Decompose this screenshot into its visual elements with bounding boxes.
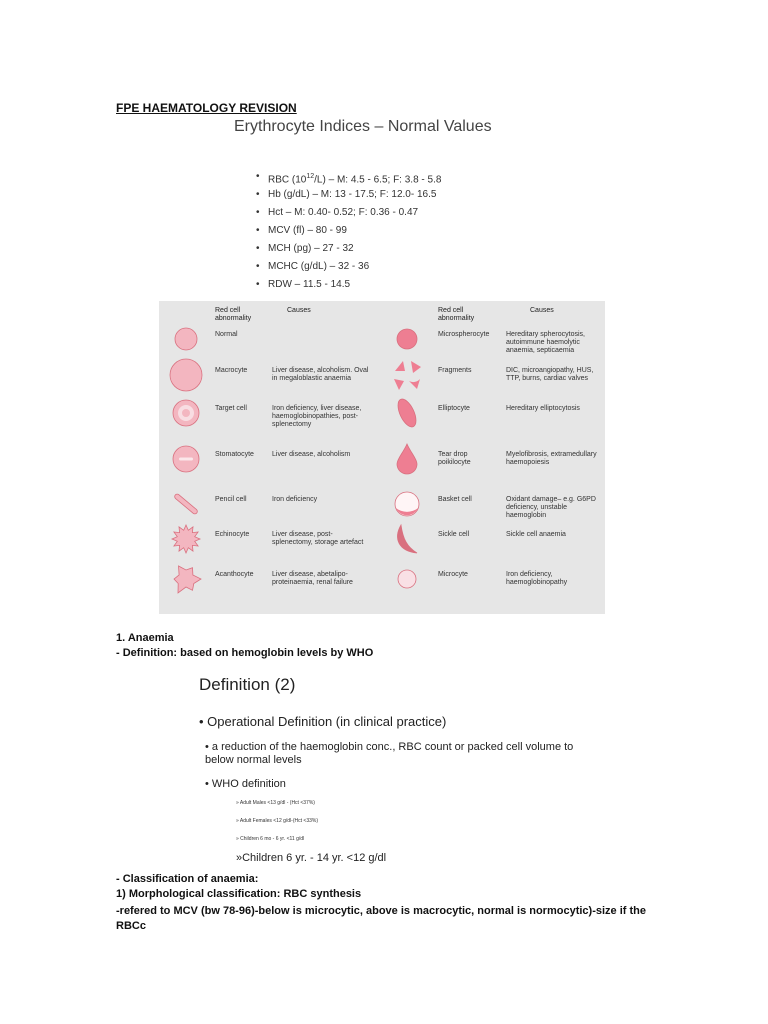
indices-list [256,168,441,294]
who-children-older: »Children 6 yr. - 14 yr. <12 g/dl [236,852,387,864]
definition-slide-title: Definition (2) [199,675,296,694]
index-item [256,222,441,240]
abnormality-causes: Hereditary spherocytosis, autoimmune haemolytic anaemia, septicaemia [506,331,585,354]
operational-definition-detail: • a reduction of the haemoglobin conc., RBC count or packed cell volume to below normal levels [205,741,574,766]
index-item-text-suffix: /L) – M: 4.5 - 6.5; F: 3.8 - 5.8 [314,174,442,186]
abnormality-name: Microcyte [438,571,468,578]
index-item-text: Hct – M: 0.40- 0.52; F: 0.36 - 0.47 [268,207,419,218]
index-item-text: RBC (10 [268,174,307,186]
who-adult-males: » Adult Males <13 g/dl - (Hct <37%) [236,800,315,806]
left-header-abnormality: Red cell abnormality [215,307,252,322]
index-item-superscript: 12 [306,173,315,180]
index-item [256,240,441,258]
abnormality-causes: Liver disease, post-splenectomy, storage artefact [272,531,364,546]
abnormality-causes: DIC, microangiopathy, HUS, TTP, burns, cardiac valves [506,367,594,382]
elliptocyte-cell-icon [387,393,427,433]
sickle-cell-icon [387,519,427,559]
abnormality-causes: Iron deficiency, haemoglobinopathy [506,571,568,586]
abnormality-causes: Iron deficiency, liver disease, haemoglobinopathies, post-splenectomy [272,405,362,428]
operational-definition-bullet: • Operational Definition (in clinical practice) [199,714,447,729]
fragments-cell-icon [387,355,427,395]
classification-heading: - Classification of anaemia: [116,873,259,885]
abnormality-causes: Liver disease, alcoholism. Oval in megaloblastic anaemia [272,367,369,382]
index-item [256,168,441,186]
index-item [256,258,441,276]
anaemia-heading: 1. Anaemia [116,632,174,644]
acanthocyte-cell-icon [166,559,206,599]
teardrop-cell-icon [387,439,427,479]
echinocyte-cell-icon [166,519,206,559]
basket-cell-icon [387,484,427,524]
index-item [256,204,441,222]
normal-cell-icon [166,319,206,359]
who-adult-females: » Adult Females <12 g/dl-(Hct <33%) [236,818,318,824]
abnormality-name: Acanthocyte [215,571,254,578]
abnormality-name: Elliptocyte [438,405,470,412]
target-cell-icon [166,393,206,433]
left-header-causes: Causes [287,307,311,314]
operational-definition-text: Operational Definition (in clinical practice) [207,714,447,729]
morphological-heading: 1) Morphological classification: RBC synthesis [116,888,362,900]
abnormality-name: Echinocyte [215,531,250,538]
indices-slide-title: Erythrocyte Indices – Normal Values [234,118,492,135]
index-item [256,276,441,294]
index-item-text: Hb (g/dL) – M: 13 - 17.5; F: 12.0- 16.5 [268,189,437,200]
abnormality-name: Sickle cell [438,531,470,538]
abnormality-causes: Liver disease, alcoholism [272,451,351,458]
abnormality-name: Basket cell [438,496,472,503]
who-definition-bullet: • WHO definition [205,778,286,790]
abnormality-causes: Sickle cell anaemia [506,531,566,538]
abnormality-causes: Oxidant damage– e.g. G6PD deficiency, unstable haemoglobin [506,496,596,519]
abnormality-name: Normal [215,331,238,338]
who-definition-text: WHO definition [211,778,286,790]
abnormality-name: Stomatocyte [215,451,254,458]
document-title: FPE HAEMATOLOGY REVISION [116,101,297,115]
abnormality-name: Macrocyte [215,367,248,374]
abnormality-name: Microspherocyte [438,331,490,338]
abnormality-causes: Hereditary elliptocytosis [506,405,580,412]
pencil-cell-icon [166,484,206,524]
abnormality-causes: Iron deficiency [272,496,318,503]
index-item-text: MCV (fl) – 80 - 99 [268,225,347,236]
microcyte-cell-icon [387,559,427,599]
index-item-text: MCHC (g/dL) – 32 - 36 [268,261,370,272]
abnormality-name: Tear drop poikilocyte [438,451,471,466]
stomatocyte-cell-icon [166,439,206,479]
operational-definition-detail-text: a reduction of the haemoglobin conc., RBC count or packed cell volume to below normal levels [205,741,574,766]
abnormality-causes: Liver disease, abetalipo-proteinaemia, renal failure [272,571,353,586]
index-item-text: RDW – 11.5 - 14.5 [268,279,351,290]
microspherocyte-cell-icon [387,319,427,359]
right-header-causes: Causes [530,307,554,314]
right-header-abnormality: Red cell abnormality [438,307,475,322]
mcv-line: -refered to MCV (bw 78-96)-below is microcytic, above is macrocytic, normal is normocytic)-size if the RBCc [116,905,646,932]
definition-line: - Definition: based on hemoglobin levels by WHO [116,647,374,659]
index-item-text: MCH (pg) – 27 - 32 [268,243,354,254]
abnormality-causes: Myelofibrosis, extramedullary haemopoiesis [506,451,597,466]
who-children-young: » Children 6 mo - 6 yr. <11 g/dl [236,836,305,842]
red-cell-abnormality-table [159,301,605,614]
abnormality-name: Target cell [215,405,247,412]
abnormality-name: Pencil cell [215,496,247,503]
macrocyte-cell-icon [166,355,206,395]
abnormality-name: Fragments [438,367,472,374]
index-item [256,186,441,204]
